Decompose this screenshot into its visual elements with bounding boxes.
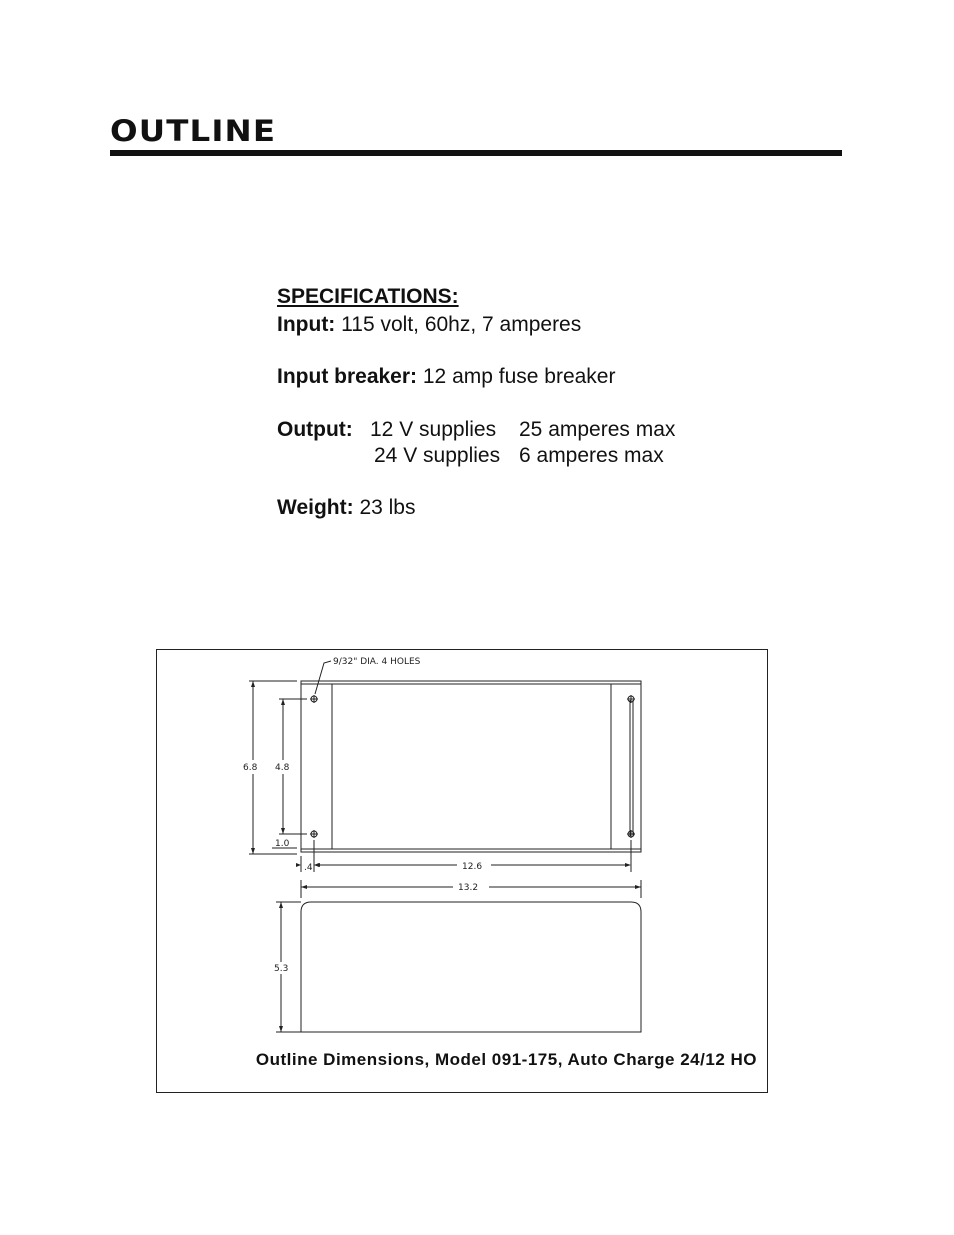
- dim-height-label: 6.8: [243, 763, 258, 773]
- spec-output-24v-max-line: [519, 443, 664, 469]
- side-view-outline: [301, 902, 641, 1032]
- spec-output-12v-supply: 12 V supplies: [370, 418, 497, 441]
- spec-output-24v: [374, 443, 500, 469]
- specs-title-line: [277, 284, 459, 310]
- spec-output-label: Output:: [277, 418, 353, 441]
- spec-output-label-line: [277, 417, 353, 443]
- dim-hole-offset-v-label: 1.0: [275, 839, 290, 849]
- dim-hole-offset-h-label: .4: [304, 863, 313, 873]
- spec-output-24v-supply: 24 V supplies: [374, 444, 501, 467]
- spec-output-12v-max-line: [519, 417, 675, 443]
- dimension-arrows: [251, 681, 641, 1032]
- spec-output-12v-max: 25 amperes max: [519, 418, 676, 441]
- dim-width-label: 13.2: [458, 883, 479, 893]
- holes-note: 9/32" DIA. 4 HOLES: [333, 657, 421, 667]
- top-view-outline: [301, 681, 641, 852]
- specs-title: SPECIFICATIONS:: [277, 285, 459, 308]
- dim-hole-spacing-h-label: 12.6: [462, 862, 483, 872]
- heading-rule: [110, 150, 842, 156]
- mounting-holes: [310, 695, 635, 838]
- dim-depth-label: 5.3: [274, 964, 289, 974]
- spec-weight: [277, 495, 416, 521]
- spec-breaker-label: Input breaker:: [277, 365, 418, 388]
- dim-hole-spacing-v-label: 4.8: [275, 763, 290, 773]
- spec-breaker-value: 12 amp fuse breaker: [422, 365, 616, 388]
- spec-weight-label: Weight:: [277, 496, 354, 519]
- spec-output-12v: [370, 417, 496, 443]
- spec-input-value: 115 volt, 60hz, 7 amperes: [341, 313, 582, 336]
- spec-output-24v-max: 6 amperes max: [519, 444, 664, 467]
- spec-input: [277, 312, 581, 338]
- figure-caption: Outline Dimensions, Model 091-175, Auto Charge 24/12 HO: [255, 1050, 757, 1069]
- spec-breaker: [277, 364, 615, 390]
- outline-drawing-figure: [156, 649, 768, 1093]
- outline-drawing: [157, 650, 769, 1094]
- spec-input-label: Input:: [277, 313, 336, 336]
- spec-weight-value: 23 lbs: [359, 496, 416, 519]
- page-heading: OUTLINE: [110, 114, 277, 148]
